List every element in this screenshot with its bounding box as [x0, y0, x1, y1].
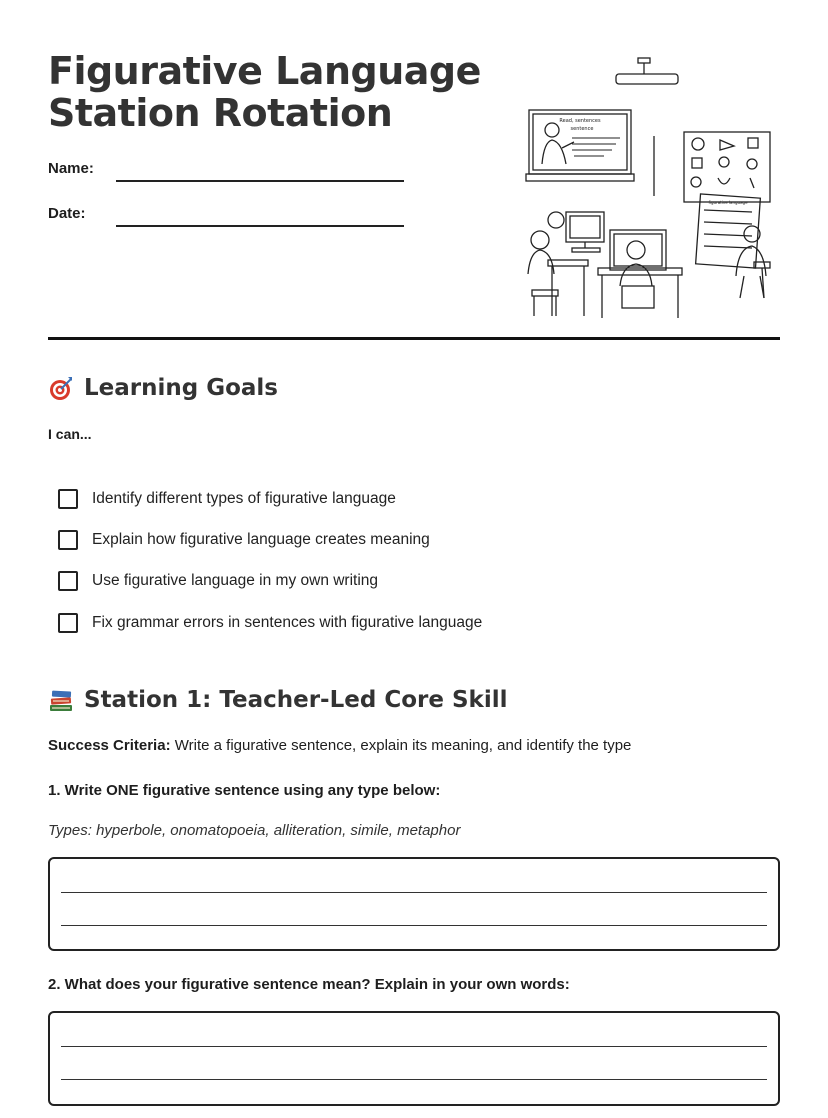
goal-text: Explain how figurative language creates meaning	[92, 531, 430, 548]
books-icon	[48, 687, 74, 713]
board-text-2: sentence	[570, 126, 594, 132]
goal-item-3[interactable]	[58, 571, 378, 591]
types-list: Types: hyperbole, onomatopoeia, alliteration, simile, metaphor	[48, 822, 461, 839]
goal-checkbox[interactable]	[58, 489, 78, 509]
success-criteria-text: Write a figurative sentence, explain its meaning, and identify the type	[170, 737, 632, 754]
i-can-label: I can...	[48, 426, 92, 442]
success-criteria-label: Success Criteria:	[48, 737, 171, 754]
date-field-line[interactable]	[116, 225, 404, 227]
goal-text: Identify different types of figurative language	[92, 490, 396, 507]
target-icon	[48, 375, 74, 401]
goal-checkbox[interactable]	[58, 613, 78, 633]
goal-checkbox[interactable]	[58, 530, 78, 550]
chart-title-text: figurative language	[708, 200, 748, 205]
classroom-illustration	[512, 54, 782, 322]
goal-text: Use figurative language in my own writing	[92, 572, 379, 589]
goal-item-4[interactable]	[58, 613, 482, 633]
station1-title: Station 1: Teacher-Led Core Skill	[48, 687, 507, 713]
answer-box-2[interactable]	[48, 1011, 780, 1106]
goal-text: Fix grammar errors in sentences with figurative language	[92, 614, 483, 631]
goal-checkbox[interactable]	[58, 571, 78, 591]
date-label: Date:	[48, 205, 86, 222]
goal-item-1[interactable]	[58, 489, 396, 509]
answer-line	[61, 1046, 767, 1047]
board-text-1: Read, sentences	[559, 118, 601, 124]
question-2: 2. What does your figurative sentence mean? Explain in your own words:	[48, 976, 570, 993]
answer-box-1[interactable]	[48, 857, 780, 951]
header-divider	[48, 337, 780, 340]
goal-item-2[interactable]	[58, 530, 430, 550]
question-1: 1. Write ONE figurative sentence using any type below:	[48, 782, 441, 799]
success-criteria	[48, 737, 631, 754]
page-title: Figurative Language Station Rotation	[48, 49, 481, 135]
answer-line	[61, 892, 767, 893]
name-label: Name:	[48, 160, 94, 177]
answer-line	[61, 925, 767, 926]
learning-goals-title: Learning Goals	[48, 375, 278, 401]
name-field-line[interactable]	[116, 180, 404, 182]
answer-line	[61, 1079, 767, 1080]
